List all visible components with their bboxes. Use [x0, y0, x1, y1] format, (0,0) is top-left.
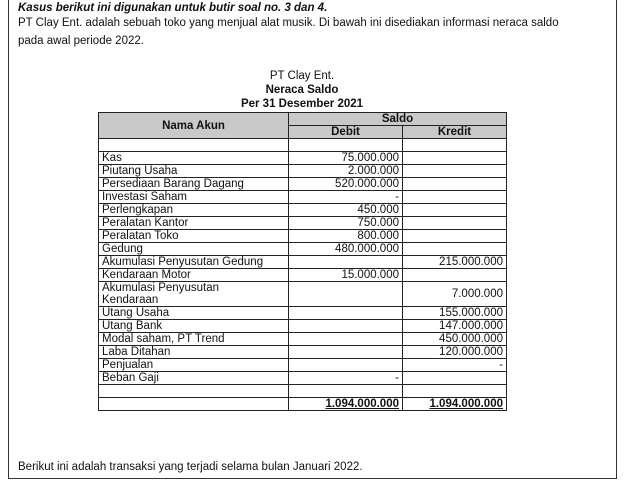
debit-value [289, 320, 403, 333]
total-debit: 1.094.000.000 [289, 398, 403, 411]
table-row [99, 217, 507, 230]
debit-value: 15.000.000 [289, 269, 403, 282]
total-kredit: 1.094.000.000 [403, 398, 507, 411]
table-row [99, 372, 507, 385]
table-row [99, 243, 507, 256]
debit-value [289, 333, 403, 346]
intro-line-1: PT Clay Ent. adalah sebuah toko yang menjual alat musik. Di bawah ini disediakan informasi neraca saldo [18, 17, 559, 29]
col-header-saldo: Saldo [289, 113, 507, 126]
kredit-value [403, 165, 507, 178]
report-title: Neraca Saldo [265, 84, 339, 96]
company-name: PT Clay Ent. [269, 70, 335, 82]
report-date: Per 31 Desember 2021 [240, 98, 364, 110]
account-name: Kas [99, 152, 289, 165]
total-label-cell [99, 398, 289, 411]
kredit-value [403, 178, 507, 191]
table-row [99, 178, 507, 191]
table-row [99, 307, 507, 320]
col-header-kredit: Kredit [403, 126, 507, 139]
col-header-account: Nama Akun [99, 113, 289, 139]
debit-value [289, 282, 403, 307]
table-row [99, 204, 507, 217]
kredit-value [403, 230, 507, 243]
kredit-value [403, 191, 507, 204]
debit-value: 750.000 [289, 217, 403, 230]
debit-value: 2.000.000 [289, 165, 403, 178]
debit-value: 480.000.000 [289, 243, 403, 256]
account-name: Gedung [99, 243, 289, 256]
table-row [99, 152, 507, 165]
debit-value [289, 256, 403, 269]
spacer-row [99, 139, 507, 152]
account-name: Laba Ditahan [99, 346, 289, 359]
kredit-value [403, 372, 507, 385]
kredit-value: - [403, 359, 507, 372]
table-row [99, 333, 507, 346]
account-name: Utang Bank [99, 320, 289, 333]
account-name: Modal saham, PT Trend [99, 333, 289, 346]
debit-value: 520.000.000 [289, 178, 403, 191]
account-name: Perlengkapan [99, 204, 289, 217]
debit-value: - [289, 372, 403, 385]
table-row [99, 320, 507, 333]
account-name: Penjualan [99, 359, 289, 372]
account-name: Peralatan Kantor [99, 217, 289, 230]
table-row [99, 256, 507, 269]
footer-text: Berikut ini adalah transaksi yang terjadi selama bulan Januari 2022. [18, 461, 363, 473]
debit-value [289, 359, 403, 372]
table-row [99, 165, 507, 178]
kredit-value [403, 204, 507, 217]
kredit-value: 155.000.000 [403, 307, 507, 320]
account-name: Kendaraan Motor [99, 269, 289, 282]
kredit-value: 147.000.000 [403, 320, 507, 333]
kredit-value [403, 217, 507, 230]
kredit-value [403, 269, 507, 282]
debit-value [289, 307, 403, 320]
kredit-value [403, 243, 507, 256]
debit-value: - [289, 191, 403, 204]
table-row [99, 282, 507, 307]
case-heading: Kasus berikut ini digunakan untuk butir soal no. 3 dan 4. [18, 2, 328, 14]
kredit-value: 215.000.000 [403, 256, 507, 269]
account-name: Peralatan Toko [99, 230, 289, 243]
kredit-value: 450.000.000 [403, 333, 507, 346]
intro-line-2: pada awal periode 2022. [18, 35, 144, 47]
account-name: Persediaan Barang Dagang [99, 178, 289, 191]
debit-value: 450.000 [289, 204, 403, 217]
account-name: Akumulasi Penyusutan Kendaraan [99, 282, 289, 307]
account-name: Akumulasi Penyusutan Gedung [99, 256, 289, 269]
kredit-value: 7.000.000 [403, 282, 507, 307]
account-name: Piutang Usaha [99, 165, 289, 178]
spacer-row [99, 385, 507, 398]
debit-value: 75.000.000 [289, 152, 403, 165]
kredit-value: 120.000.000 [403, 346, 507, 359]
table-row [99, 346, 507, 359]
debit-value [289, 346, 403, 359]
debit-value: 800.000 [289, 230, 403, 243]
account-name: Investasi Saham [99, 191, 289, 204]
total-row [99, 398, 507, 411]
account-name: Utang Usaha [99, 307, 289, 320]
col-header-debit: Debit [289, 126, 403, 139]
table-row [99, 359, 507, 372]
trial-balance-table [98, 112, 507, 411]
table-row [99, 191, 507, 204]
table-row [99, 230, 507, 243]
kredit-value [403, 152, 507, 165]
table-row [99, 269, 507, 282]
account-name: Beban Gaji [99, 372, 289, 385]
